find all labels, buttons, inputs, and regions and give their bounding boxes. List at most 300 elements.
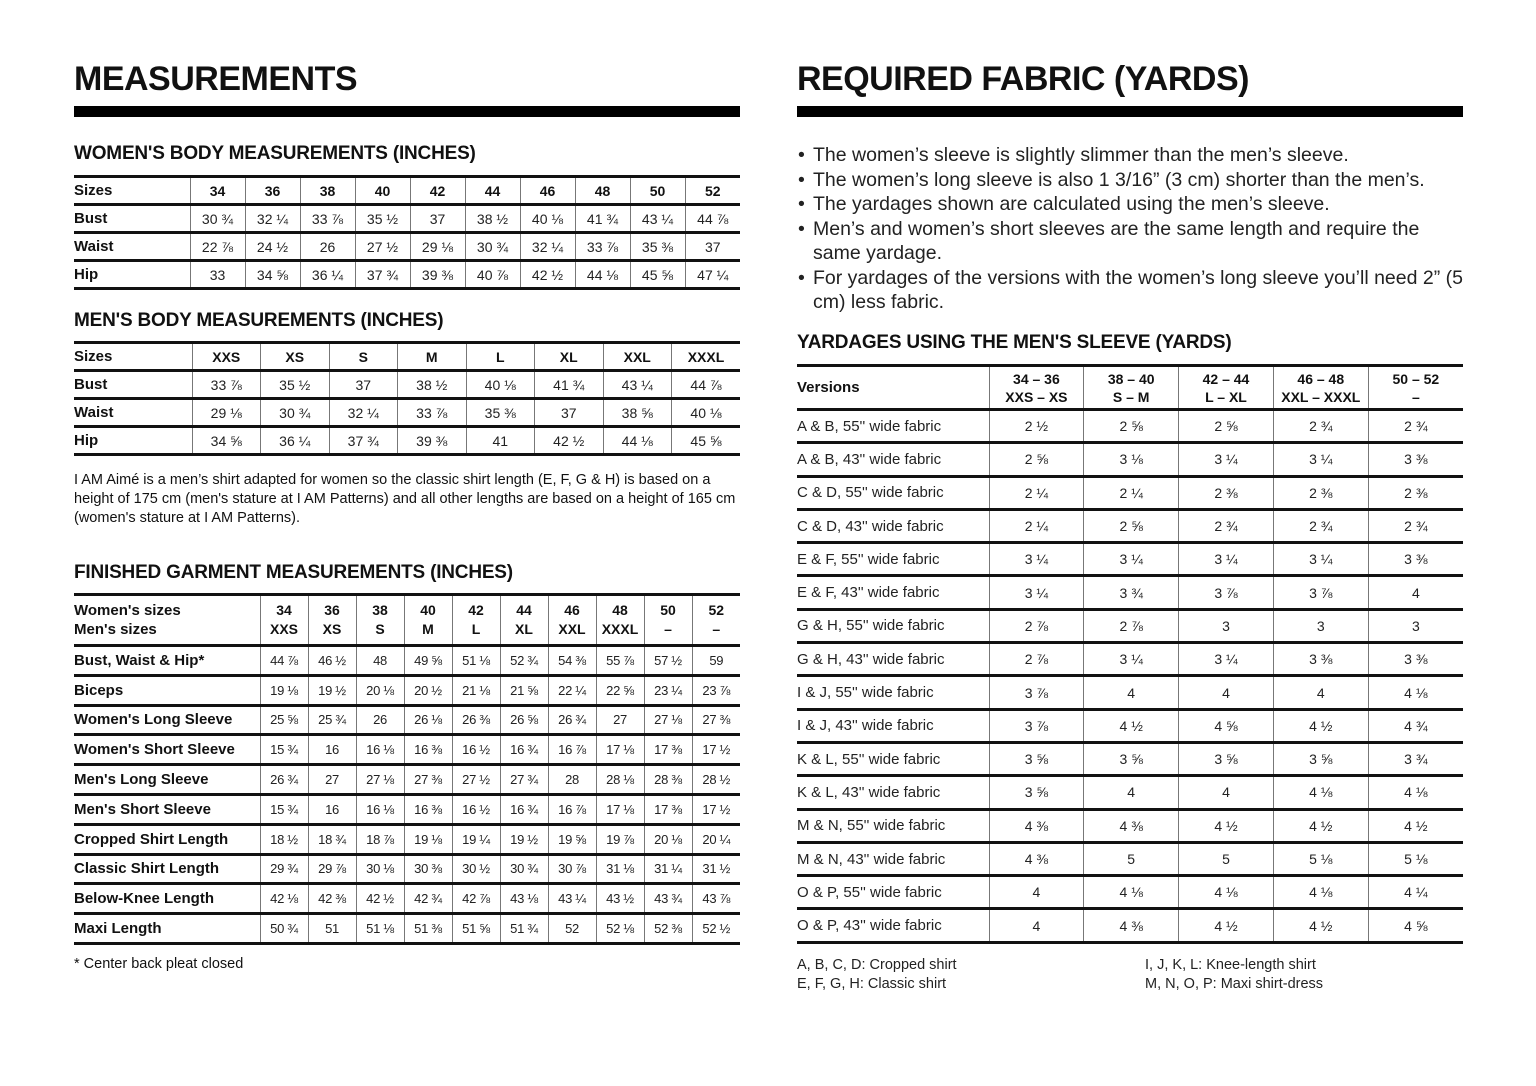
version-label: M & N, 43'' wide fabric — [797, 850, 946, 868]
version-label: K & L, 55'' wide fabric — [797, 750, 941, 768]
cell-value: 27 ½ — [355, 233, 410, 261]
table-row — [797, 809, 1463, 842]
size-header — [452, 595, 500, 646]
version-label: O & P, 55'' wide fabric — [797, 883, 942, 901]
header-row — [797, 366, 1463, 410]
womens-range: 46 – 48 — [1297, 370, 1345, 387]
cell-value: 17 ⅜ — [644, 794, 692, 824]
yardage-value: 2 ¾ — [1273, 509, 1368, 542]
cell-value: 28 ½ — [692, 765, 740, 795]
row-label: Below-Knee Length — [74, 890, 215, 908]
size-header — [596, 595, 644, 646]
yardage-value: 4 — [1084, 676, 1179, 709]
cell-value: 16 ⅜ — [404, 794, 452, 824]
cell-value: 38 ⅝ — [603, 399, 672, 427]
version-label: A & B, 43'' wide fabric — [797, 450, 942, 468]
cell-value: 34 ⅝ — [192, 427, 261, 455]
cell-value: 40 ⅛ — [672, 399, 741, 427]
row-label: Women's Short Sleeve — [74, 741, 235, 759]
cell-value: 59 — [692, 646, 740, 676]
cell-value: 37 ¾ — [355, 261, 410, 289]
row-label: Classic Shirt Length — [74, 860, 220, 878]
mens-size: S — [375, 621, 385, 637]
mens-range: – — [1411, 388, 1420, 405]
cell-value: 28 ⅜ — [644, 765, 692, 795]
footnote: * Center back pleat closed — [74, 956, 244, 972]
size-header: L — [466, 343, 535, 371]
cell-value: 15 ¾ — [260, 735, 308, 765]
bullet-item — [797, 143, 1467, 168]
yardage-value: 2 ¾ — [1273, 410, 1368, 443]
cell-value: 29 ⅛ — [410, 233, 465, 261]
row-label: Biceps — [74, 681, 124, 699]
cell-value: 47 ¼ — [685, 261, 740, 289]
cell-value: 15 ¾ — [260, 794, 308, 824]
cell-value: 16 ⅞ — [548, 735, 596, 765]
cell-value: 30 ⅛ — [356, 854, 404, 884]
cell-value: 37 — [535, 399, 604, 427]
yardage-value: 4 ⅛ — [1179, 876, 1274, 909]
title-rule — [797, 106, 1463, 117]
row-label: Maxi Length — [74, 920, 162, 938]
version-label: C & D, 55'' wide fabric — [797, 484, 944, 502]
table-row — [797, 410, 1463, 443]
table-row — [797, 443, 1463, 476]
bullet-dot-icon: • — [798, 144, 805, 166]
womens-size: 46 — [564, 602, 580, 618]
cell-value: 40 ⅛ — [520, 205, 575, 233]
version-label: O & P, 43'' wide fabric — [797, 917, 942, 935]
cell-value: 19 ⅞ — [596, 824, 644, 854]
womens-size: 44 — [516, 602, 532, 618]
mens-range: S – M — [1112, 388, 1150, 405]
cell-value: 25 ⅝ — [260, 705, 308, 735]
cell-value: 27 — [308, 765, 356, 795]
cell-value: 29 ¾ — [260, 854, 308, 884]
bullet-text: The yardages shown are calculated using the men’s sleeve. — [813, 193, 1330, 215]
cell-value: 33 ⅞ — [398, 399, 467, 427]
size-header: 36 — [245, 177, 300, 205]
header-row — [74, 343, 740, 371]
row-label: Cropped Shirt Length — [74, 830, 229, 848]
yardage-value: 2 ¾ — [1368, 410, 1463, 443]
yardage-value: 4 ½ — [1273, 809, 1368, 842]
cell-value: 44 ⅛ — [603, 427, 672, 455]
mens-size: L — [471, 621, 481, 637]
header-label: Sizes — [74, 182, 113, 199]
version-label: I & J, 43'' wide fabric — [797, 717, 934, 735]
yardage-value: 4 ⅛ — [1368, 776, 1463, 809]
cell-value: 26 ⅛ — [404, 705, 452, 735]
table-row — [74, 735, 740, 765]
womens-sizes-label: Women's sizes — [74, 602, 181, 619]
cell-value: 27 ⅛ — [356, 765, 404, 795]
cell-value: 31 ¼ — [644, 854, 692, 884]
cell-value: 26 ⅝ — [500, 705, 548, 735]
cell-value: 16 ⅞ — [548, 794, 596, 824]
cell-value: 29 ⅞ — [308, 854, 356, 884]
womens-size: 48 — [612, 602, 628, 618]
title-rule — [74, 106, 740, 117]
table-row — [74, 914, 740, 944]
yardage-value: 3 ⅛ — [1084, 443, 1179, 476]
cell-value: 26 ¾ — [260, 765, 308, 795]
size-range-header — [989, 366, 1084, 410]
finished-garment-table — [74, 593, 740, 945]
yardage-value: 4 ⅛ — [1273, 776, 1368, 809]
cell-value: 27 ⅛ — [644, 705, 692, 735]
yardage-value: 3 — [1179, 609, 1274, 642]
yardage-value: 3 ⅝ — [1084, 742, 1179, 775]
yardage-value: 2 ⅜ — [1273, 476, 1368, 509]
yardage-value: 3 ¾ — [1368, 742, 1463, 775]
size-header: 42 — [410, 177, 465, 205]
yardages-table — [797, 364, 1463, 944]
cell-value: 30 ¾ — [500, 854, 548, 884]
cell-value: 51 ¾ — [500, 914, 548, 944]
cell-value: 30 ¾ — [190, 205, 245, 233]
cell-value: 30 ¾ — [261, 399, 330, 427]
cell-value: 26 ¾ — [548, 705, 596, 735]
yardage-value: 3 ¼ — [1179, 543, 1274, 576]
size-header: XXXL — [672, 343, 741, 371]
table-row — [74, 427, 740, 455]
cell-value: 51 ⅛ — [356, 914, 404, 944]
cell-value: 17 ⅜ — [644, 735, 692, 765]
row-label: Men's Long Sleeve — [74, 771, 209, 789]
version-label: E & F, 43'' wide fabric — [797, 584, 940, 602]
cell-value: 17 ⅛ — [596, 794, 644, 824]
cell-value: 17 ½ — [692, 794, 740, 824]
womens-range: 50 – 52 — [1392, 370, 1440, 387]
cell-value: 32 ¼ — [245, 205, 300, 233]
yardage-value: 4 — [1368, 576, 1463, 609]
womens-range: 34 – 36 — [1013, 370, 1060, 387]
bullet-text: For yardages of the versions with the women’s long sleeve you’ll need 2” (5 cm) less fabric. — [813, 266, 1463, 313]
cell-value: 26 ⅜ — [452, 705, 500, 735]
mens-size: XL — [515, 621, 533, 637]
yardage-value: 4 — [1084, 776, 1179, 809]
cell-value: 50 ¾ — [260, 914, 308, 944]
yardage-value: 2 ⅜ — [1368, 476, 1463, 509]
cell-value: 38 ½ — [465, 205, 520, 233]
table-row — [74, 371, 740, 399]
yardage-value: 4 ½ — [1273, 709, 1368, 742]
womens-size: 34 — [276, 602, 292, 618]
size-header — [644, 595, 692, 646]
cell-value: 23 ⅞ — [692, 675, 740, 705]
cell-value: 27 ⅜ — [692, 705, 740, 735]
table-row — [797, 909, 1463, 942]
version-label: G & H, 55'' wide fabric — [797, 617, 945, 635]
legend-item: I, J, K, L: Knee-length shirt — [1145, 957, 1316, 973]
row-label: Waist — [74, 404, 114, 421]
cell-value: 52 ¾ — [500, 646, 548, 676]
yardage-value: 3 ¼ — [989, 576, 1084, 609]
stature-note: I AM Aimé is a men’s shirt adapted for women so the classic shirt length (E, F, G & H) is based on a height of 175 cm (men's stature at I AM Patterns) and all other lengths are based on a height of 165 cm (women's stature at I AM Patterns). — [74, 472, 736, 526]
cell-value: 51 ⅜ — [404, 914, 452, 944]
table-row — [797, 576, 1463, 609]
mens-size: XXS — [269, 621, 298, 637]
yardage-value: 3 ⅝ — [989, 742, 1084, 775]
cell-value: 43 ½ — [596, 884, 644, 914]
header-labels — [74, 595, 260, 646]
yardage-value: 4 ⅛ — [1084, 876, 1179, 909]
yardage-value: 4 ¼ — [1368, 876, 1463, 909]
table-row — [74, 399, 740, 427]
cell-value: 30 ⅜ — [404, 854, 452, 884]
bullet-text: The women’s long sleeve is also 1 3/16” (3 cm) shorter than the men’s. — [813, 168, 1425, 191]
cell-value: 39 ⅜ — [398, 427, 467, 455]
version-label: M & N, 55'' wide fabric — [797, 817, 946, 835]
cell-value: 25 ¾ — [308, 705, 356, 735]
table-row — [797, 842, 1463, 875]
size-header: XL — [535, 343, 604, 371]
yardage-value: 3 ⅜ — [1368, 543, 1463, 576]
yardage-value: 3 ⅝ — [989, 776, 1084, 809]
cell-value: 32 ¼ — [520, 233, 575, 261]
bullet-text: The women’s sleeve is slightly slimmer than the men’s sleeve. — [813, 144, 1349, 166]
cell-value: 16 ⅛ — [356, 794, 404, 824]
yardage-value: 2 ⅝ — [1084, 410, 1179, 443]
cell-value: 26 — [300, 233, 355, 261]
cell-value: 35 ½ — [355, 205, 410, 233]
yardages-title: YARDAGES USING THE MEN'S SLEEVE (YARDS) — [797, 332, 1232, 353]
cell-value: 22 ¼ — [548, 675, 596, 705]
yardage-value: 2 ⅝ — [989, 443, 1084, 476]
yardage-value: 4 — [1273, 676, 1368, 709]
cell-value: 36 ¼ — [261, 427, 330, 455]
header-row — [74, 595, 740, 646]
cell-value: 36 ¼ — [300, 261, 355, 289]
cell-value: 18 ½ — [260, 824, 308, 854]
cell-value: 17 ⅛ — [596, 735, 644, 765]
cell-value: 16 ½ — [452, 735, 500, 765]
yardage-value: 4 ⅜ — [1084, 809, 1179, 842]
yardage-value: 4 ⅛ — [1273, 876, 1368, 909]
cell-value: 35 ⅜ — [630, 233, 685, 261]
cell-value: 51 — [308, 914, 356, 944]
cell-value: 31 ⅛ — [596, 854, 644, 884]
cell-value: 16 ⅛ — [356, 735, 404, 765]
womens-size: 40 — [420, 602, 436, 618]
yardage-value: 3 ¼ — [1084, 643, 1179, 676]
size-header — [260, 595, 308, 646]
legend-item: M, N, O, P: Maxi shirt-dress — [1145, 976, 1324, 992]
mens-sizes-label: Men's sizes — [74, 621, 157, 638]
cell-value: 52 ½ — [692, 914, 740, 944]
row-label: Hip — [74, 432, 99, 449]
row-label: Men's Short Sleeve — [74, 800, 211, 818]
cell-value: 17 ½ — [692, 735, 740, 765]
table-row — [797, 543, 1463, 576]
bullet-dot-icon: • — [798, 193, 805, 215]
table-row — [74, 205, 740, 233]
cell-value: 42 ½ — [535, 427, 604, 455]
yardage-value: 3 ¼ — [1179, 643, 1274, 676]
measurements-title: MEASUREMENTS — [74, 60, 358, 98]
cell-value: 28 ⅛ — [596, 765, 644, 795]
version-label: K & L, 43'' wide fabric — [797, 783, 941, 801]
cell-value: 42 ⅛ — [260, 884, 308, 914]
table-row — [797, 643, 1463, 676]
cell-value: 43 ¼ — [603, 371, 672, 399]
size-header: XS — [261, 343, 330, 371]
cell-value: 42 ⅜ — [308, 884, 356, 914]
size-header — [356, 595, 404, 646]
yardage-value: 4 ⅝ — [1368, 909, 1463, 942]
cell-value: 41 ¾ — [535, 371, 604, 399]
yardage-value: 2 ⅝ — [1084, 509, 1179, 542]
table-row — [74, 765, 740, 795]
row-label: Waist — [74, 238, 114, 255]
version-label: G & H, 43'' wide fabric — [797, 650, 945, 668]
table-row — [74, 794, 740, 824]
table-row — [797, 776, 1463, 809]
cell-value: 27 ½ — [452, 765, 500, 795]
legend-right — [1145, 956, 1323, 994]
mens-size: XXL — [558, 621, 586, 637]
cell-value: 28 — [548, 765, 596, 795]
cell-value: 44 ⅞ — [685, 205, 740, 233]
cell-value: 19 ½ — [500, 824, 548, 854]
cell-value: 16 ½ — [452, 794, 500, 824]
table-row — [797, 709, 1463, 742]
legend-item: A, B, C, D: Cropped shirt — [797, 957, 957, 973]
cell-value: 45 ⅝ — [630, 261, 685, 289]
cell-value: 31 ½ — [692, 854, 740, 884]
yardage-value: 4 ½ — [1179, 909, 1274, 942]
womens-range: 38 – 40 — [1107, 370, 1155, 387]
cell-value: 44 ⅞ — [260, 646, 308, 676]
yardage-value: 4 ½ — [1179, 809, 1274, 842]
womens-range: 42 – 44 — [1202, 370, 1250, 387]
womens-size: 42 — [468, 602, 484, 618]
cell-value: 33 ⅞ — [300, 205, 355, 233]
finished-garment-title: FINISHED GARMENT MEASUREMENTS (INCHES) — [74, 562, 513, 583]
cell-value: 29 ⅛ — [192, 399, 261, 427]
mens-size: XXXL — [601, 621, 639, 637]
row-label: Bust, Waist & Hip* — [74, 651, 205, 669]
size-header: 34 — [190, 177, 245, 205]
size-header: 48 — [575, 177, 630, 205]
size-header: M — [398, 343, 467, 371]
yardage-value: 3 ⅞ — [989, 676, 1084, 709]
womens-size: 36 — [324, 602, 340, 618]
mens-size: M — [422, 621, 434, 637]
cell-value: 16 ⅜ — [404, 735, 452, 765]
table-row — [74, 824, 740, 854]
mens-range: XXS – XS — [1005, 388, 1068, 405]
yardage-value: 3 ⅞ — [1179, 576, 1274, 609]
cell-value: 41 ¾ — [575, 205, 630, 233]
cell-value: 43 ⅛ — [500, 884, 548, 914]
size-header: S — [329, 343, 398, 371]
version-label: A & B, 55'' wide fabric — [797, 417, 942, 435]
yardage-value: 2 ¼ — [1084, 476, 1179, 509]
cell-value: 19 ½ — [308, 675, 356, 705]
table-row — [797, 476, 1463, 509]
cell-value: 43 ¾ — [644, 884, 692, 914]
table-row — [797, 609, 1463, 642]
yardage-value: 3 ⅜ — [1368, 643, 1463, 676]
mens-range: XXL – XXXL — [1281, 388, 1361, 405]
womens-body-title: WOMEN'S BODY MEASUREMENTS (INCHES) — [74, 143, 476, 164]
bullet-text: Men’s and women’s short sleeves are the same length and require the same yardage. — [813, 217, 1420, 264]
cell-value: 57 ½ — [644, 646, 692, 676]
bullet-dot-icon: • — [798, 217, 805, 240]
yardage-value: 3 ¼ — [1084, 543, 1179, 576]
cell-value: 45 ⅝ — [672, 427, 741, 455]
yardage-value: 3 ¼ — [989, 543, 1084, 576]
size-header: 44 — [465, 177, 520, 205]
yardage-value: 3 ¼ — [1273, 543, 1368, 576]
cell-value: 23 ¼ — [644, 675, 692, 705]
yardage-value: 5 ⅛ — [1273, 842, 1368, 875]
cell-value: 48 — [356, 646, 404, 676]
cell-value: 27 ⅜ — [404, 765, 452, 795]
cell-value: 51 ⅛ — [452, 646, 500, 676]
size-range-header — [1179, 366, 1274, 410]
table-row — [74, 884, 740, 914]
table-row — [74, 233, 740, 261]
yardage-value: 4 — [1179, 676, 1274, 709]
cell-value: 16 — [308, 794, 356, 824]
size-header — [308, 595, 356, 646]
yardage-value: 4 ⅜ — [989, 842, 1084, 875]
cell-value: 46 ½ — [308, 646, 356, 676]
bullet-item — [797, 192, 1467, 217]
version-label: C & D, 43'' wide fabric — [797, 517, 944, 535]
cell-value: 27 — [596, 705, 644, 735]
fabric-title: REQUIRED FABRIC (YARDS) — [797, 60, 1249, 98]
mens-size: – — [664, 621, 672, 637]
size-header: XXS — [192, 343, 261, 371]
cell-value: 24 ½ — [245, 233, 300, 261]
yardage-value: 4 — [989, 909, 1084, 942]
cell-value: 54 ⅜ — [548, 646, 596, 676]
womens-size: 52 — [708, 602, 725, 618]
yardage-value: 4 ⅜ — [989, 809, 1084, 842]
cell-value: 20 ¼ — [692, 824, 740, 854]
cell-value: 19 ¼ — [452, 824, 500, 854]
yardage-value: 2 ⅞ — [989, 609, 1084, 642]
header-label: Sizes — [74, 348, 113, 365]
cell-value: 26 — [356, 705, 404, 735]
cell-value: 37 ¾ — [329, 427, 398, 455]
yardage-value: 3 ⅞ — [989, 709, 1084, 742]
table-row — [74, 675, 740, 705]
cell-value: 49 ⅝ — [404, 646, 452, 676]
cell-value: 16 — [308, 735, 356, 765]
versions-header: Versions — [797, 379, 860, 396]
yardage-value: 2 ⅜ — [1179, 476, 1274, 509]
cell-value: 21 ⅝ — [500, 675, 548, 705]
cell-value: 39 ⅜ — [410, 261, 465, 289]
yardage-value: 5 — [1084, 842, 1179, 875]
cell-value: 38 ½ — [398, 371, 467, 399]
mens-size: XS — [322, 621, 342, 637]
cell-value: 43 ¼ — [548, 884, 596, 914]
row-label: Bust — [74, 376, 108, 393]
cell-value: 41 — [466, 427, 535, 455]
size-header — [500, 595, 548, 646]
table-row — [74, 854, 740, 884]
cell-value: 35 ⅜ — [466, 399, 535, 427]
cell-value: 20 ⅛ — [356, 675, 404, 705]
cell-value: 37 — [329, 371, 398, 399]
size-header — [548, 595, 596, 646]
